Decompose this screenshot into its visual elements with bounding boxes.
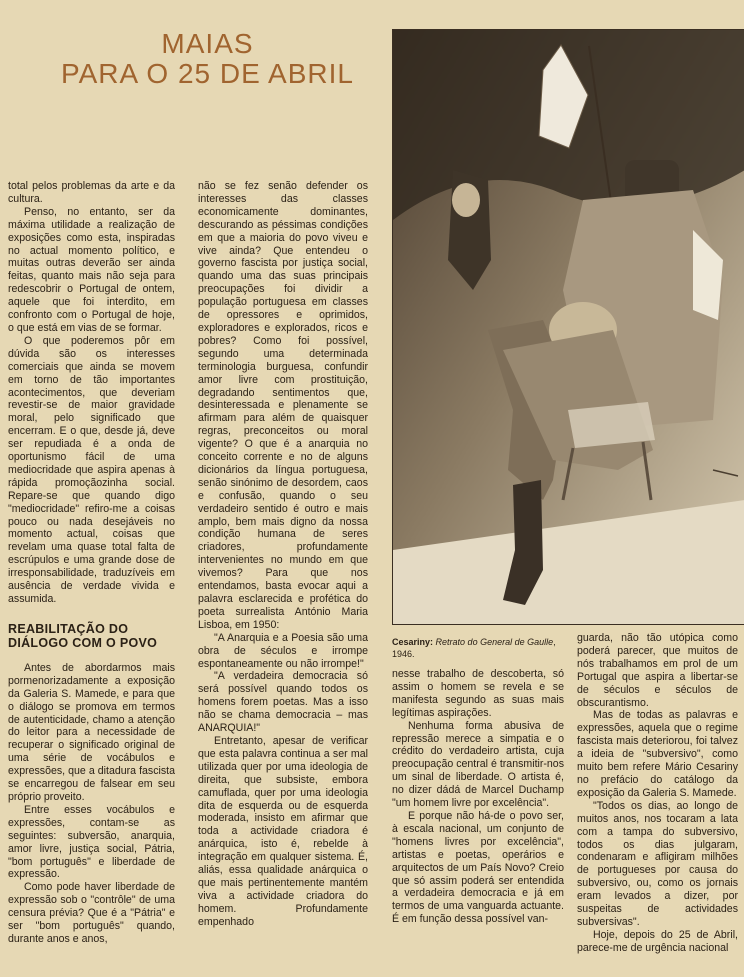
- paragraph: guarda, não tão utópica como poderá parecer, que muitos de nós trabalhamos em prol de um Portugal que aspira a libertar-se de séculos e séculos de obscurantismo.: [577, 632, 738, 709]
- paragraph: Mas de todas as palavras e expressões, aquela que o regime fascista mais deteriorou, foi talvez a ideia de "subversivo", como muito bem refere Mário Cesariny no prefácio do catálogo da exposição da Galeria S. Mamede.: [577, 709, 738, 799]
- text-column-3: [392, 668, 564, 970]
- paragraph: O que poderemos pôr em dúvida são os interesses comerciais que ainda se movem em torno de tão importantes acontecimentos, que deveriam revestir-se de maior gravidade moral, pelo significado que encerram. E o que, desde já, deve ser repudiada é a onda de oportunismo fácil de uma mediocridade que aspira apenas à rápida promoçãozinha social. Repare-se que quando digo "mediocridade" refiro-me a coisas pouco ou nada desejáveis no momento actual, coisas que revelam uma quase total falta de escrúpulos e uma grande dose de irresponsabilidade, traduzíveis em ausência de verdade vivida e assumida.: [8, 334, 175, 605]
- painting-reproduction: [392, 29, 744, 625]
- paragraph: Entre esses vocábulos e expressões, contam-se as seguintes: subversão, anarquia, amor livre, justiça social, Pátria, "bom português" e liberdade de expressão.: [8, 803, 175, 881]
- text-column-1: [8, 180, 175, 970]
- section-heading: REABILITAÇÃO DO DIÁLOGO COM O POVO: [8, 621, 158, 650]
- paragraph: não se fez senão defender os interesses das classes economicamente dominantes, descurando as péssimas condições em que a maioria do povo viveu e vive ainda? Que entendeu o governo fascista por justiça social, quando uma das suas principais preocupações foi dividir a população portuguesa em classes de opressores e oprimidos, exploradores e explorados, ricos e pobres? Como foi possível, segundo uma determinada terminologia burguesa, confundir amor livre com prostituição, degradando sentimentos que, desinteressada e plenamente se afirmam para além de quaisquer regras, preconceitos ou moral vigente? O que é a anarquia no conceito corrente e no de alguns dicionários da língua portuguesa, senão sinónimo de desordem, caos e confusão, quando o seu verdadeiro sentido é outro e mais amplo, bem mais digno da nossa condição humana de seres criadores, profundamente intervenientes no mundo em que vivemos? Para que nos entendamos, basta evocar aqui a palavra esclarecida e profética do poeta surrealista António Maria Lisboa, em 1950:: [198, 180, 368, 631]
- quote-paragraph: "A Anarquia e a Poesia são uma obra de séculos e irrompe espontaneamente ou não irrompe!": [198, 631, 368, 670]
- paragraph: Como pode haver liberdade de expressão sob o "contrôle" de uma censura prévia? Que é a "Pátria" e ser "bom português" quando, durante anos e anos,: [8, 881, 175, 945]
- paragraph: Antes de abordarmos mais pormenorizadamente a exposição da Galeria S. Mamede, e para que o diálogo se promova em termos de autenticidade, chamo a atenção do leitor para a necessidade de recuperar o significado original de uma série de vocábulos e expressões, que a ditadura fascista se encarregou de falsear em seu próprio proveito.: [8, 661, 175, 803]
- text-column-2: [198, 180, 368, 970]
- paragraph: Penso, no entanto, ser da máxima utilidade a realização de exposições como esta, inspiradas no actual momento político, e muitas outras deverão ser ainda feitas, quanto mais não seja para redescobrir o Portugal de ontem, aquele que foi interdito, em confronto com o Portugal de hoje, o que está em vias de se formar.: [8, 205, 175, 334]
- paragraph: nesse trabalho de descoberta, só assim o homem se revela e se manifesta segundo as suas mais legítimas aspirações.: [392, 668, 564, 719]
- caption-author: Cesariny:: [392, 637, 434, 647]
- paragraph: Entretanto, apesar de verificar que esta palavra continua a ser mal utilizada quer por uma ideologia de direita, que subsiste, embora camuflada, quer por uma ideologia dita de esquerda ou de esquerda moderada, insisto em afirmar que toda a actividade criadora é anárquica, isto é, rebelde à integração em qualquer sistema. É, aliás, essa qualidade anárquica o que mais pertinentemente mantém viva a actividade criadora do homem. Profundamente empenhado: [198, 734, 368, 928]
- photo-caption: [392, 636, 564, 660]
- paragraph: Hoje, depois do 25 de Abril, parece-me de urgência nacional: [577, 928, 738, 954]
- paragraph: total pelos problemas da arte e da cultura.: [8, 180, 175, 205]
- caption-work-title: Retrato do General de Gaulle: [435, 637, 554, 647]
- quote-paragraph: "Todos os dias, ao longo de muitos anos, nos tocaram a lata com a tampa do subversivo, todos os dias julgaram, condenaram e afligiram milhões de portugueses por causa do subversivo, ou, como os jornais eram levados a dizer, por suspeitas de actividades subversivas".: [577, 799, 738, 928]
- paragraph: E porque não há-de o povo ser, à escala nacional, um conjunto de "homens livres por excelência", artistas e poetas, operários e arquitectos de um País Novo? Creio que só assim poderá ser entendida a verdadeira democracia e já em termos de uma vanguarda actuante. É em função dessa possível van-: [392, 809, 564, 926]
- painting-illustration: [393, 30, 744, 624]
- article-title-line-1: MAIAS: [161, 28, 254, 59]
- quote-paragraph: "A verdadeira democracia só será possível quando todos os homens forem poetas. Mas a isso não se chama democracia – mas ANARQUIA!": [198, 670, 368, 735]
- article-title-line-2: PARA O 25 DE ABRIL: [61, 58, 354, 89]
- text-column-4: [577, 632, 738, 970]
- paragraph: Nenhuma forma abusiva de repressão merece a simpatia e o crédito do verdadeiro artista, cuja preocupação central é transmitir-nos um sinal de liberdade. O artista é, no dizer dádá de Marcel Duchamp "um homem livre por excelência".: [392, 719, 564, 810]
- caption-year: , 1946.: [392, 637, 556, 659]
